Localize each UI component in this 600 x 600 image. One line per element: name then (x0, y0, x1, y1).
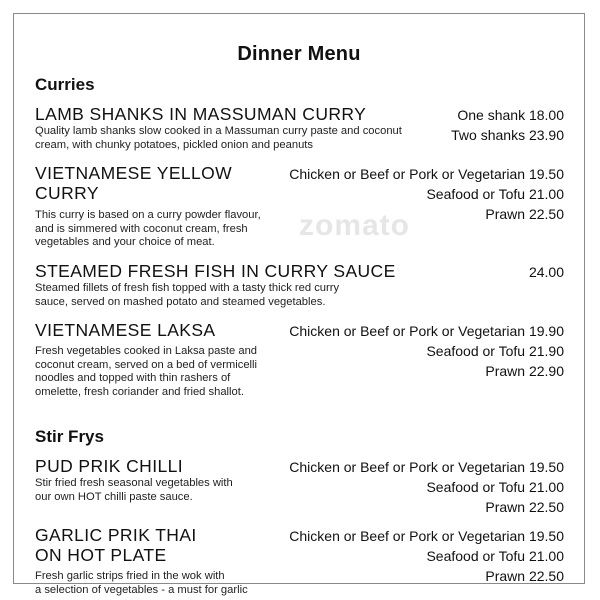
description-line: vegetables and your choice of meat. (35, 236, 215, 248)
item-description (35, 477, 233, 504)
item-prices (289, 164, 564, 224)
section-heading-stir-frys: Stir Frys (35, 427, 104, 446)
price-line: Prawn 22.50 (485, 206, 564, 222)
price-line: Seafood or Tofu 21.00 (426, 548, 564, 564)
item-prices (451, 105, 564, 145)
description-line: cream, with chunky potatoes, pickled onion and peanuts (35, 138, 313, 151)
section-heading-curries: Curries (35, 75, 95, 94)
item-prices (529, 262, 564, 282)
price-line: Seafood or Tofu 21.90 (426, 343, 564, 359)
description-line: our own HOT chilli paste sauce. (35, 490, 193, 503)
price-line: Seafood or Tofu 21.00 (426, 479, 564, 495)
menu-title: Dinner Menu (237, 43, 361, 65)
price-line: Prawn 22.50 (485, 568, 564, 584)
price-line: Chicken or Beef or Pork or Vegetarian 19.50 (289, 528, 564, 544)
name-line: GARLIC PRIK THAI (35, 525, 197, 545)
item-description (35, 345, 257, 399)
description-line: Quality lamb shanks slow cooked in a Massuman curry paste and coconut (35, 125, 402, 137)
item-description (35, 125, 402, 152)
description-line: Steamed fillets of fresh fish topped with a tasty thick red curry (35, 282, 340, 294)
price-line: Prawn 22.50 (485, 499, 564, 515)
description-line: omelette, fresh coriander and fried shallot. (35, 385, 244, 398)
item-name: LAMB SHANKS IN MASSUMAN CURRY (35, 104, 367, 124)
price-line: 24.00 (528, 264, 564, 280)
description-line: Fresh garlic strips fried in the wok with (35, 570, 225, 582)
menu-card (13, 13, 585, 596)
item-prices (289, 457, 564, 517)
name-line: VIETNAMESE YELLOW (35, 163, 233, 183)
price-line: Two shanks 23.90 (451, 127, 564, 143)
price-line: Chicken or Beef or Pork or Vegetarian 19.90 (289, 323, 564, 339)
description-line: sauce, served on mashed potato and steamed vegetables. (35, 295, 326, 308)
name-line: CURRY (35, 183, 99, 203)
description-line: Stir fried fresh seasonal vegetables with (35, 477, 233, 489)
item-description (35, 570, 248, 597)
price-line: Seafood or Tofu 21.00 (426, 186, 564, 202)
description-line: Fresh vegetables cooked in Laksa paste and (35, 345, 258, 357)
item-description (35, 209, 261, 250)
price-line: One shank 18.00 (457, 107, 564, 123)
item-name (35, 163, 232, 203)
name-line: ON HOT PLATE (35, 545, 167, 565)
item-name: VIETNAMESE LAKSA (35, 320, 216, 340)
price-line: Chicken or Beef or Pork or Vegetarian 19.50 (289, 459, 564, 475)
item-prices (289, 526, 564, 586)
item-name: PUD PRIK CHILLI (35, 456, 183, 476)
description-line: coconut cream, served on a bed of vermicelli (35, 358, 257, 371)
item-name (35, 525, 197, 565)
price-line: Prawn 22.90 (485, 363, 564, 379)
watermark: zomato (299, 209, 410, 242)
price-line: Chicken or Beef or Pork or Vegetarian 19.50 (289, 166, 564, 182)
item-description (35, 282, 339, 309)
description-line: and is simmered with coconut cream, fresh (35, 222, 248, 235)
item-prices (289, 321, 564, 381)
description-line: a selection of vegetables - a must for garlic (35, 583, 248, 596)
description-line: noodles and topped with thin rashers of (35, 372, 231, 384)
description-line: This curry is based on a curry powder flavour, (35, 209, 261, 221)
item-name: STEAMED FRESH FISH IN CURRY SAUCE (35, 261, 396, 281)
